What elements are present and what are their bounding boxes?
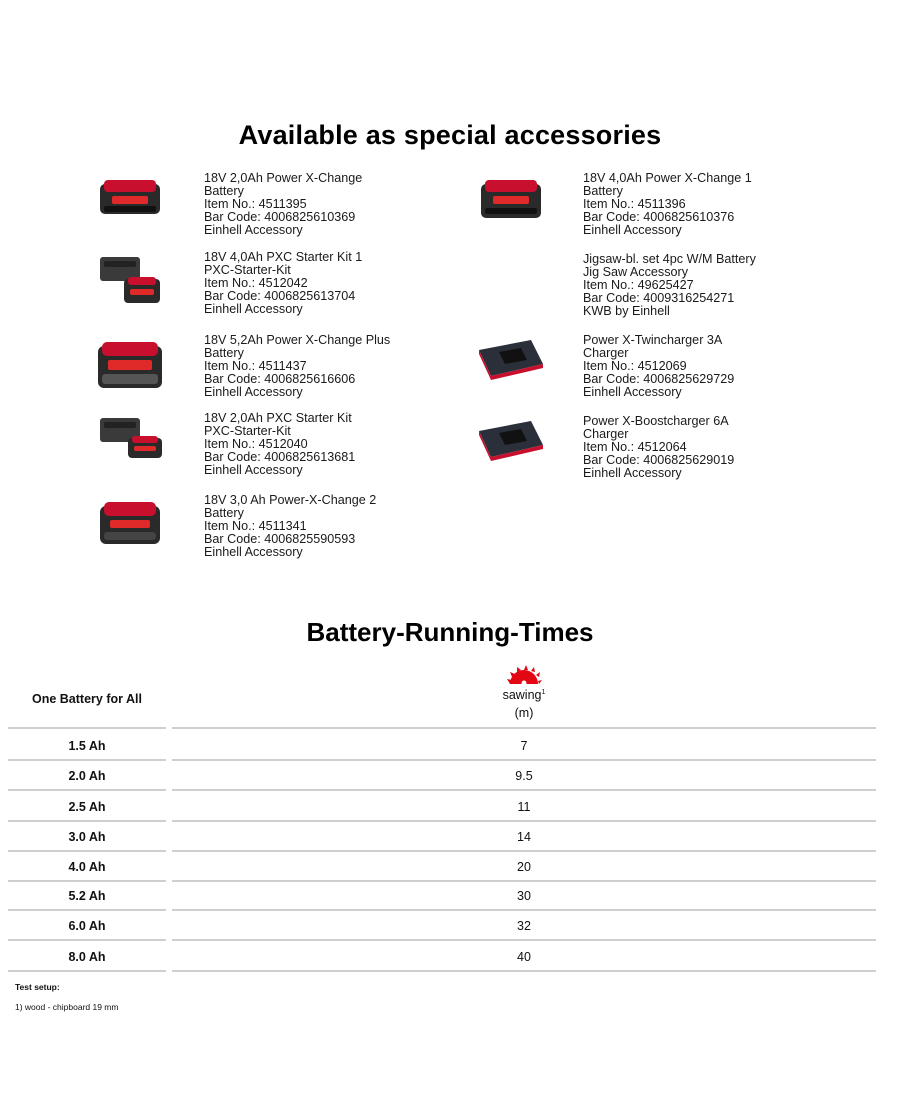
battery-cell: 2.0 Ah	[8, 761, 166, 791]
accessory-type: Battery	[204, 184, 244, 199]
accessory-barcode: Bar Code: 4006825616606	[204, 372, 356, 387]
test-setup-heading: Test setup:	[15, 982, 60, 992]
starter-kit-icon	[98, 416, 172, 474]
accessory-type: Jig Saw Accessory	[583, 265, 688, 280]
accessory-item-no: Item No.: 4511396	[583, 197, 686, 212]
accessory-item-no: Item No.: 4512069	[583, 359, 687, 374]
header-sawing	[172, 664, 876, 720]
accessory-brand: Einhell Accessory	[204, 463, 303, 478]
accessory-name: 18V 2,0Ah Power X-Change	[204, 171, 363, 185]
accessory-item-no: Item No.: 4512064	[583, 440, 687, 455]
accessory-type: Battery	[583, 184, 623, 199]
accessory-item-no: Item No.: 4511395	[204, 197, 307, 212]
accessory-name: Power X-Twincharger 3A	[583, 333, 723, 347]
saw-blade-icon	[506, 664, 542, 686]
value-cell: 7	[172, 731, 876, 761]
header-divider	[172, 727, 876, 729]
accessory-brand: Einhell Accessory	[204, 223, 303, 238]
accessory-type: Charger	[583, 346, 629, 361]
accessory-type: Charger	[583, 427, 629, 442]
accessory-brand: Einhell Accessory	[583, 223, 682, 238]
header-one-battery: One Battery for All	[32, 692, 142, 706]
battery-cell: 4.0 Ah	[8, 852, 166, 882]
accessory-brand: Einhell Accessory	[204, 302, 303, 317]
accessory-brand: Einhell Accessory	[204, 545, 303, 560]
accessory-name: Power X-Boostcharger 6A	[583, 414, 729, 428]
table-row	[8, 881, 876, 911]
accessory-barcode: Bar Code: 4006825613681	[204, 450, 356, 465]
accessory-type: PXC-Starter-Kit	[204, 424, 291, 439]
sawing-footnote: 1	[541, 688, 546, 696]
accessory-type: Battery	[204, 506, 244, 521]
value-cell: 30	[172, 881, 876, 911]
value-cell: 20	[172, 852, 876, 882]
accessory-item-no: Item No.: 4511341	[204, 519, 307, 534]
battery-small-icon	[98, 176, 172, 234]
value-cell: 9.5	[172, 761, 876, 791]
value-cell: 14	[172, 822, 876, 852]
accessory-name: 18V 3,0 Ah Power-X-Change 2	[204, 493, 377, 507]
accessories-title: Available as special accessories	[238, 120, 662, 150]
accessory-barcode: Bar Code: 4006825629019	[583, 453, 735, 468]
header-divider	[8, 727, 166, 729]
accessory-barcode: Bar Code: 4009316254271	[583, 291, 735, 306]
charger-icon	[477, 338, 551, 396]
accessory-barcode: Bar Code: 4006825613704	[204, 289, 356, 304]
table-row	[8, 822, 876, 852]
accessory-name: 18V 2,0Ah PXC Starter Kit	[204, 411, 352, 425]
battery-cell: 1.5 Ah	[8, 731, 166, 761]
battery-cell: 5.2 Ah	[8, 881, 166, 911]
accessory-type: Battery	[204, 346, 244, 361]
accessory-name: 18V 4,0Ah PXC Starter Kit 1	[204, 250, 363, 264]
accessory-name: Jigsaw-bl. set 4pc W/M Battery	[583, 252, 756, 266]
accessory-brand: Einhell Accessory	[583, 466, 682, 481]
accessory-item-no: Item No.: 4512042	[204, 276, 308, 291]
sawing-label: sawing	[502, 688, 542, 702]
accessory-barcode: Bar Code: 4006825610376	[583, 210, 735, 225]
accessory-brand: Einhell Accessory	[204, 385, 303, 400]
accessory-barcode: Bar Code: 4006825610369	[204, 210, 356, 225]
battery-cell: 6.0 Ah	[8, 911, 166, 941]
table-row	[8, 852, 876, 882]
battery-medium-icon	[98, 498, 172, 556]
running-times-title: Battery-Running-Times	[306, 617, 594, 647]
accessory-item-no: Item No.: 4512040	[204, 437, 308, 452]
battery-cell: 3.0 Ah	[8, 822, 166, 852]
accessory-barcode: Bar Code: 4006825629729	[583, 372, 735, 387]
table-row	[8, 761, 876, 791]
test-setup-note: 1) wood - chipboard 19 mm	[15, 1002, 119, 1012]
starter-kit-icon	[98, 255, 172, 313]
value-cell: 40	[172, 942, 876, 972]
table-row	[8, 731, 876, 761]
table-row	[8, 792, 876, 822]
battery-large-icon	[98, 338, 172, 396]
accessory-type: PXC-Starter-Kit	[204, 263, 291, 278]
battery-small-icon	[477, 176, 551, 234]
accessory-barcode: Bar Code: 4006825590593	[204, 532, 356, 547]
accessory-item-no: Item No.: 4511437	[204, 359, 307, 374]
battery-cell: 8.0 Ah	[8, 942, 166, 972]
accessory-name: 18V 5,2Ah Power X-Change Plus	[204, 333, 391, 347]
value-cell: 32	[172, 911, 876, 941]
accessory-name: 18V 4,0Ah Power X-Change 1	[583, 171, 752, 185]
value-cell: 11	[172, 792, 876, 822]
table-row	[8, 911, 876, 941]
accessory-brand: KWB by Einhell	[583, 304, 670, 319]
charger-icon	[477, 419, 551, 477]
table-row	[8, 942, 876, 972]
accessory-item-no: Item No.: 49625427	[583, 278, 694, 293]
battery-cell: 2.5 Ah	[8, 792, 166, 822]
accessory-brand: Einhell Accessory	[583, 385, 682, 400]
sawing-unit: (m)	[514, 706, 534, 720]
